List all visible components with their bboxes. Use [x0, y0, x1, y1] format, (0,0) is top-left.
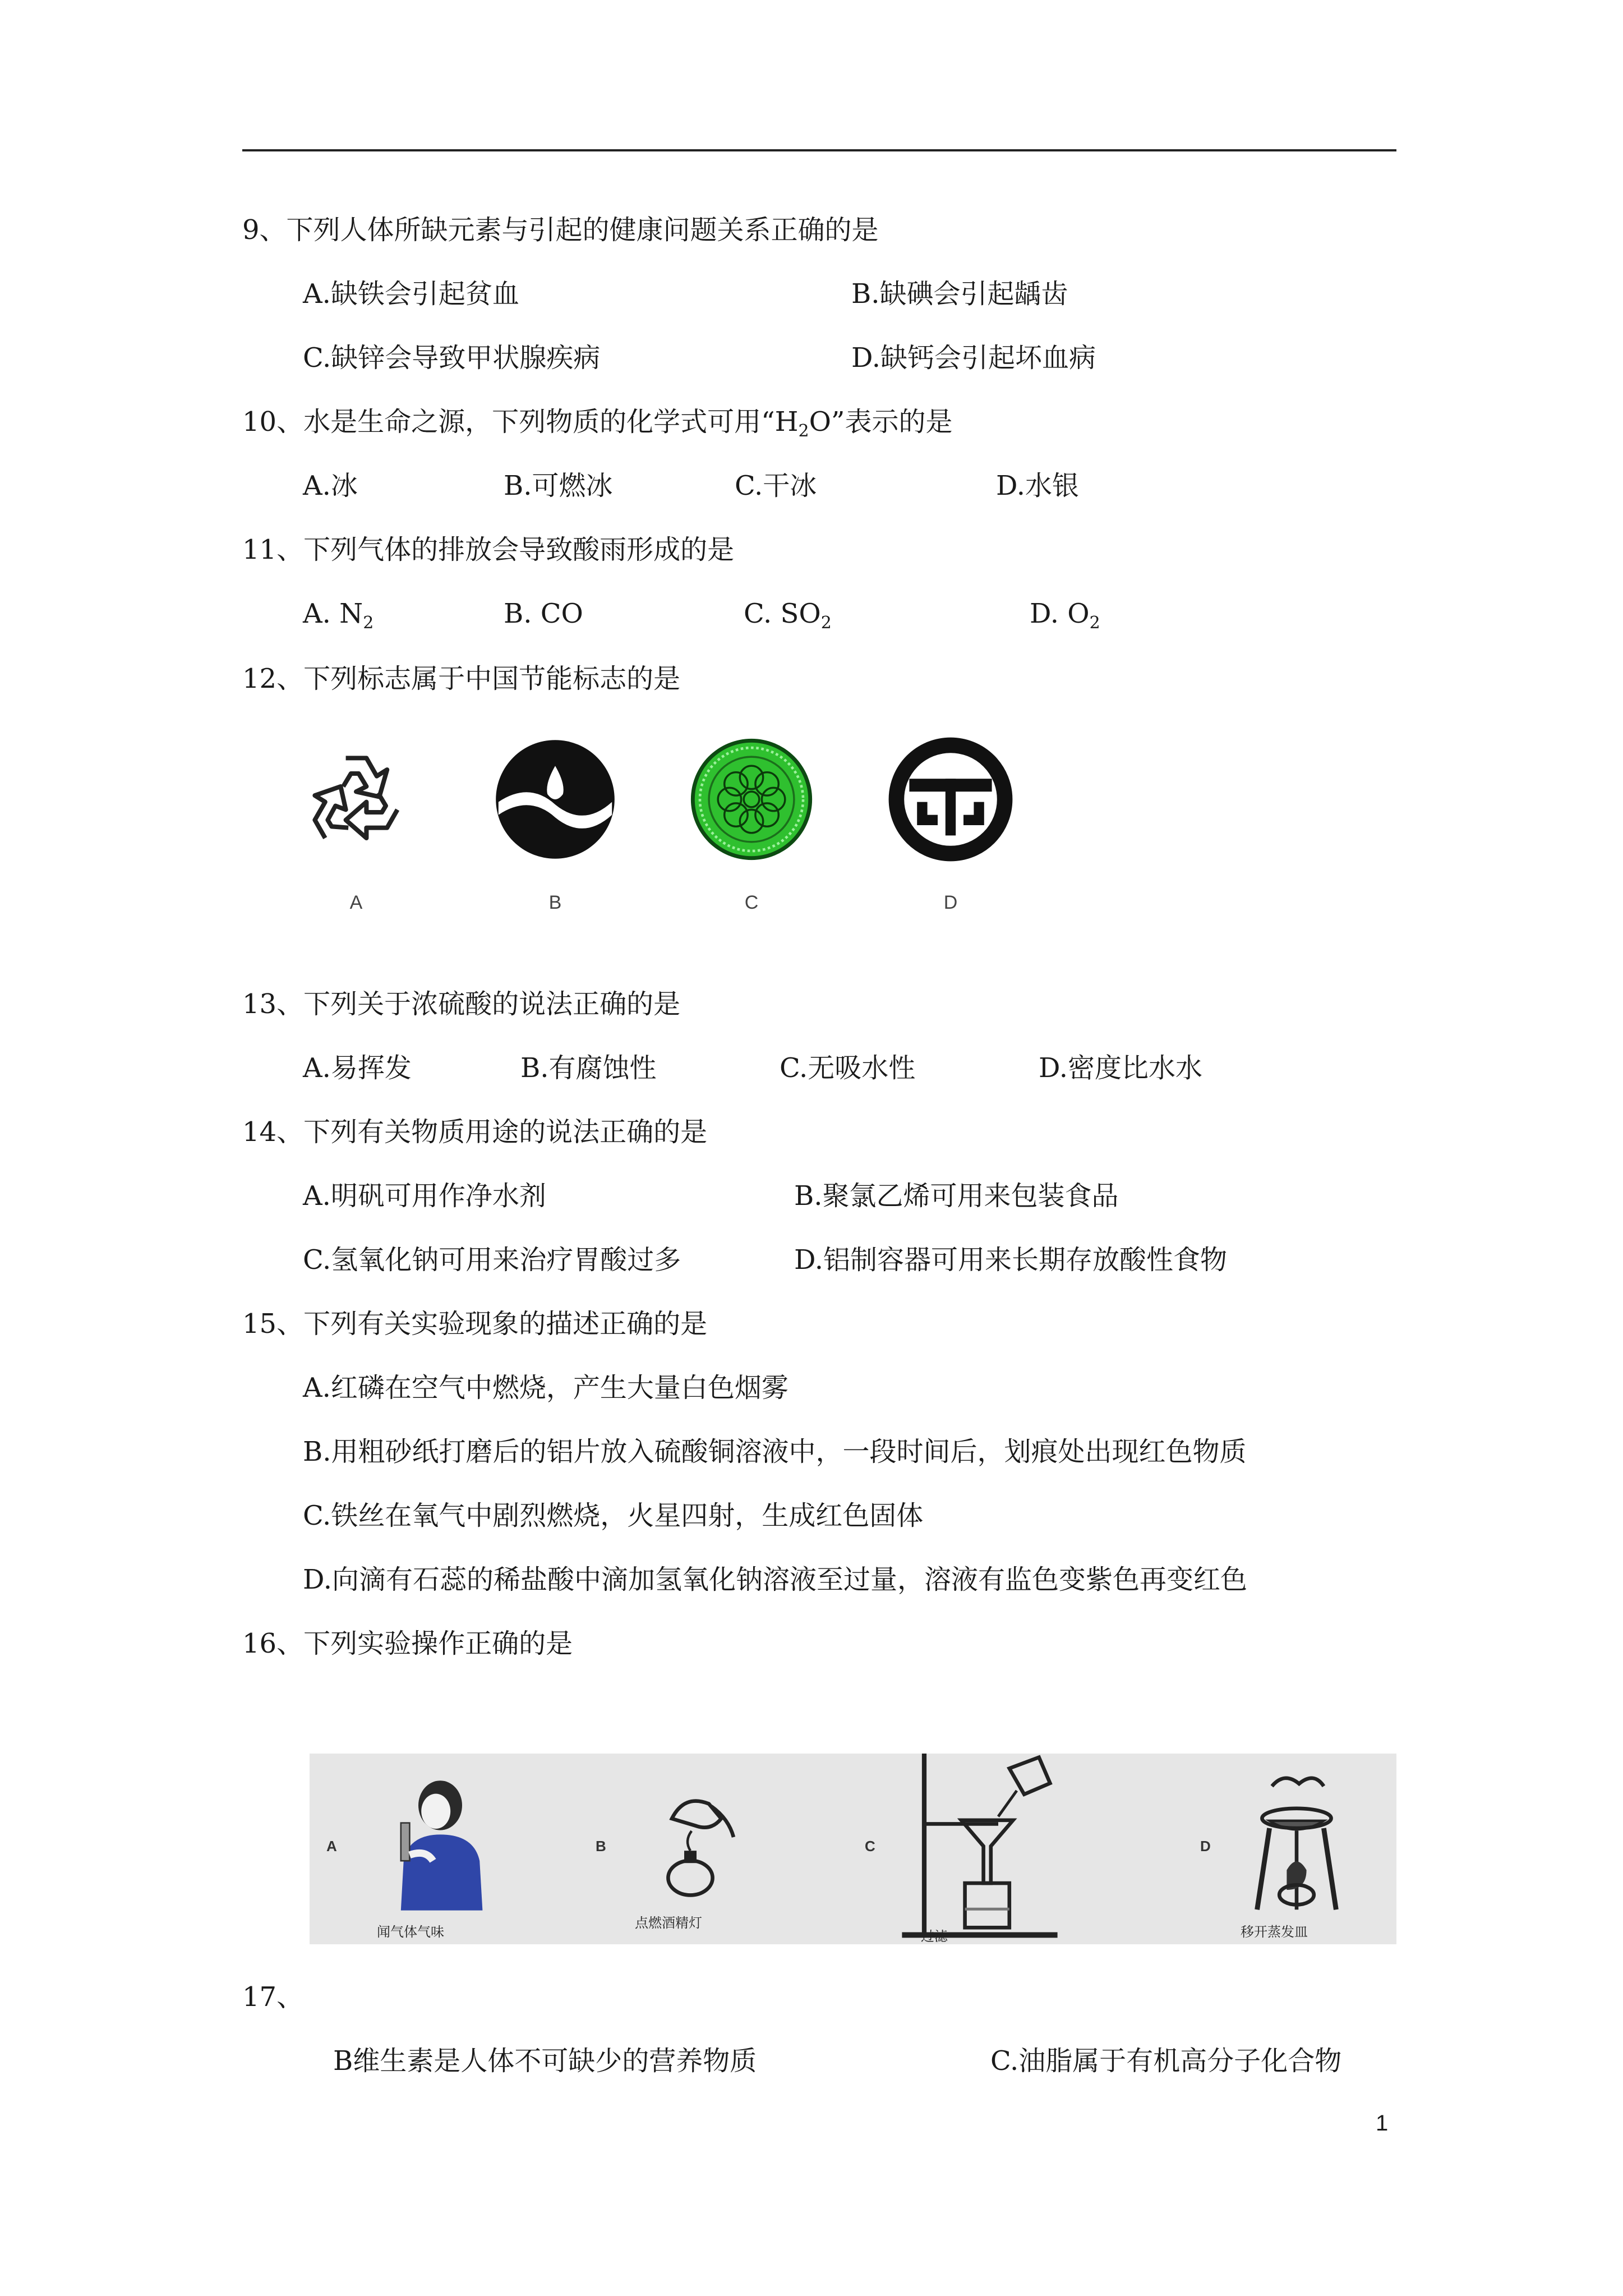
question-11-option-b: B. CO — [504, 598, 583, 629]
question-9-option-b: B.缺碘会引起龋齿 — [851, 278, 1068, 310]
logo-label-a: A — [349, 892, 363, 913]
question-14-option-b: B.聚氯乙烯可用来包装食品 — [794, 1180, 1119, 1212]
question-11-option-a: A. $N_2$ — [303, 598, 374, 633]
question-9-option-c: C.缺锌会导致甲状腺疾病 — [303, 342, 601, 374]
logo-label-c: C — [744, 892, 759, 913]
filtration-apparatus-icon — [887, 1754, 1072, 1944]
question-14-option-c: C.氢氧化钠可用来治疗胃酸过多 — [303, 1244, 681, 1276]
smell-gas-person-icon — [360, 1770, 506, 1916]
question-9-option-a: A.缺铁会引起贫血 — [303, 278, 519, 310]
question-17-stem: 17、 — [242, 1981, 304, 2013]
question-9-option-d: D.缺钙会引起坏血病 — [851, 342, 1096, 374]
question-11-stem: 11、下列气体的排放会导致酸雨形成的是 — [242, 534, 735, 565]
question-14-option-d: D.铝制容器可用来长期存放酸性食物 — [794, 1244, 1228, 1276]
question-15-stem: 15、下列有关实验现象的描述正确的是 — [242, 1308, 708, 1340]
question-13-option-d: D.密度比水水 — [1039, 1052, 1203, 1084]
recycle-logo-icon — [292, 735, 421, 864]
experiment-operations-image — [310, 1754, 1396, 1944]
experiment-item-a: A 闻气体气味 — [310, 1754, 579, 1944]
question-11-option-d: D. $O_2$ — [1030, 598, 1100, 633]
question-14-option-a: A.明矾可用作净水剂 — [303, 1180, 546, 1212]
question-10-stem: 10、水是生命之源，下列物质的化学式可用“$H_2O$”表示的是 — [242, 406, 953, 441]
logo-label-d: D — [943, 892, 958, 913]
question-10-option-d: D.水银 — [996, 470, 1080, 501]
energy-logo-options — [292, 735, 1077, 926]
alcohol-lamp-icon — [629, 1782, 764, 1905]
logo-label-b: B — [548, 892, 562, 913]
experiment-item-c: C 过滤 — [848, 1754, 1128, 1944]
circle-symbol-logo-icon — [886, 735, 1015, 864]
question-10-option-a: A.冰 — [303, 470, 358, 501]
question-15-option-b: B.用粗砂纸打磨后的铝片放入硫酸铜溶液中，一段时间后，划痕处出现红色物质 — [303, 1436, 1247, 1467]
experiment-item-b: B 点燃酒精灯 — [579, 1754, 848, 1944]
question-17-option-c: C.油脂属于有机高分子化合物 — [990, 2045, 1342, 2077]
evaporating-dish-tripod-icon — [1235, 1765, 1358, 1916]
water-drop-logo-icon — [491, 735, 620, 864]
header-rule — [242, 149, 1396, 151]
question-14-stem: 14、下列有关物质用途的说法正确的是 — [242, 1116, 708, 1148]
question-9-stem: 9、下列人体所缺元素与引起的健康问题关系正确的是 — [242, 214, 879, 246]
question-16-stem: 16、下列实验操作正确的是 — [242, 1628, 573, 1659]
question-13-option-a: A.易挥发 — [303, 1052, 412, 1084]
question-11-option-c: C. $SO_2$ — [744, 598, 832, 633]
question-15-option-a: A.红磷在空气中燃烧，产生大量白色烟雾 — [303, 1372, 789, 1404]
experiment-item-d: D 移开蒸发皿 — [1128, 1754, 1396, 1944]
question-13-stem: 13、下列关于浓硫酸的说法正确的是 — [242, 988, 681, 1020]
question-10-option-c: C.干冰 — [735, 470, 817, 501]
question-15-option-c: C.铁丝在氧气中剧烈燃烧，火星四射，生成红色固体 — [303, 1500, 924, 1531]
question-13-option-b: B.有腐蚀性 — [520, 1052, 657, 1084]
page-number: 1 — [1376, 2111, 1389, 2136]
question-17-option-b: B维生素是人体不可缺少的营养物质 — [333, 2045, 757, 2077]
question-12-stem: 12、下列标志属于中国节能标志的是 — [242, 663, 681, 694]
question-10-option-b: B.可燃冰 — [504, 470, 613, 501]
question-13-option-c: C.无吸水性 — [780, 1052, 916, 1084]
question-15-option-d: D.向滴有石蕊的稀盐酸中滴加氢氧化钠溶液至过量，溶液有监色变紫色再变红色 — [303, 1564, 1248, 1595]
green-emblem-logo-icon — [687, 735, 816, 864]
